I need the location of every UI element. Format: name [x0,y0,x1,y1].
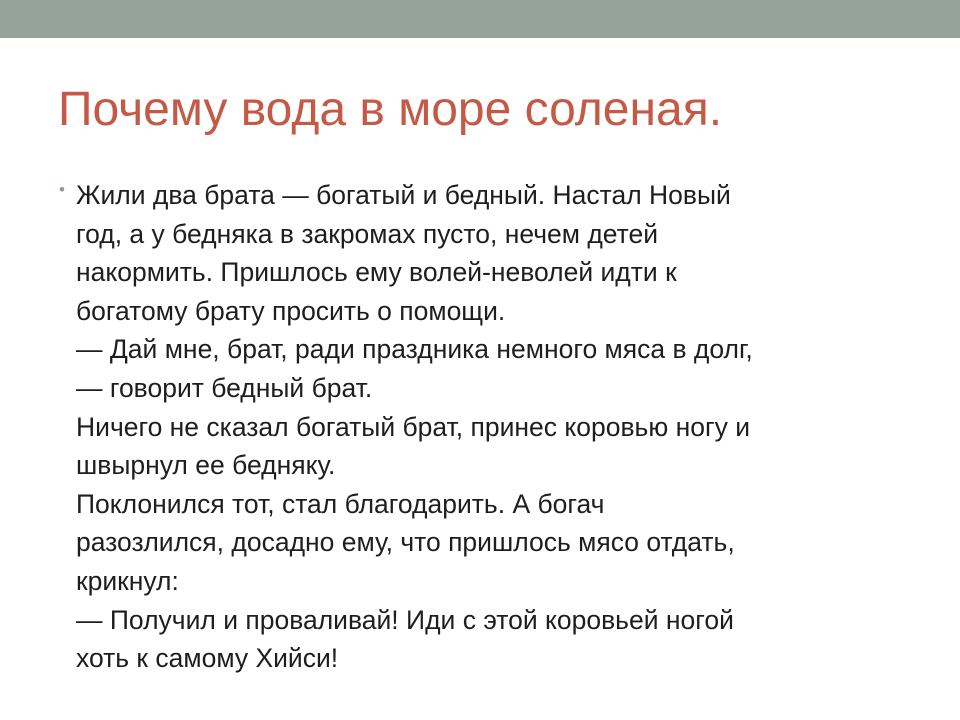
slide-title: Почему вода в море соленая. [58,83,723,136]
slide-body [58,176,918,678]
body-line: Поклонился тот, стал благодарить. А богач [76,488,605,519]
body-line: швырнул ее бедняку. [76,450,336,481]
body-line: накормить. Пришлось ему волей-неволей идти к [76,257,677,288]
body-line: Ничего не сказал богатый брат, принес коровью ногу и [76,411,751,442]
bullet-item [58,176,918,678]
bullet-text [76,176,918,678]
body-line: год, а у бедняка в закромах пусто, нечем детей [76,218,659,249]
bullet-dot-icon: • [59,180,65,199]
body-line: — Дай мне, брат, ради праздника немного мяса в долг, [76,334,753,365]
body-line: богатому брату просить о помощи. [76,295,506,326]
body-line: хоть к самому Хийси! [76,643,339,674]
body-line: — Получил и проваливай! Иди с этой коровьей ногой [76,604,734,635]
body-line: Жили два брата — богатый и бедный. Настал Новый [76,180,731,210]
body-line: крикнул: [76,565,179,596]
body-line: разозлился, досадно ему, что пришлось мясо отдать, [76,527,735,558]
top-accent-bar [0,0,960,38]
body-line: — говорит бедный брат. [76,372,373,403]
